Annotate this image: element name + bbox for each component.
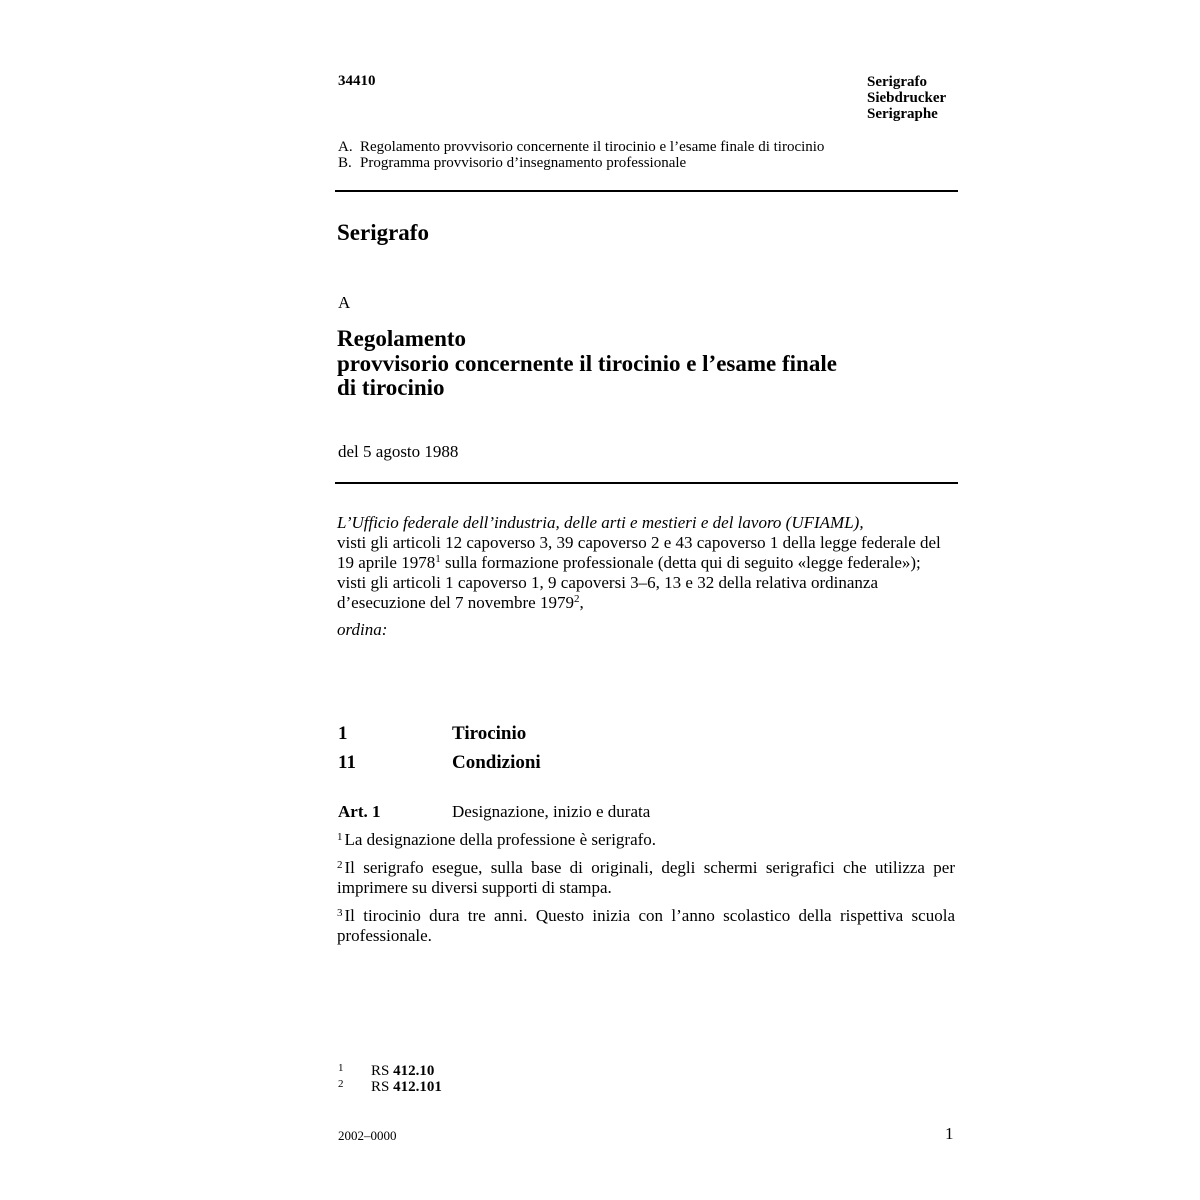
contents-item: [338, 155, 824, 171]
article-paragraph: $^3$ Il tirocinio dura tre anni. Questo inizia con l’anno scolastico della rispettiva scuola professionale.: [337, 906, 955, 945]
section-title: Tirocinio: [452, 723, 527, 744]
article-label: Art. 1: [338, 802, 381, 821]
contents-item: [338, 139, 824, 155]
footnotes: [338, 1063, 442, 1095]
document-number: 34410: [338, 73, 376, 89]
regulation-title: [337, 327, 837, 401]
paragraph-number: 2: [337, 859, 343, 871]
page-number: 1: [945, 1124, 954, 1143]
profession-name-french: Serigraphe: [867, 106, 938, 122]
issuing-authority: L’Ufficio federale dell’industria, delle arti e mestieri e del lavoro (UFIAML),: [337, 513, 864, 532]
page-title: Serigrafo: [337, 220, 429, 245]
section-number: 1: [338, 723, 348, 744]
contents-item-text: Regolamento provvisorio concernente il tirocinio e l’esame finale di tirocinio: [360, 139, 825, 155]
regulation-title-line: Regolamento: [337, 326, 467, 351]
regulation-title-line: di tirocinio: [337, 375, 445, 400]
article-paragraph: $^1$ La designazione della professione è serigrafo.: [337, 830, 657, 849]
article-paragraph: $^2$ Il serigrafo esegue, sulla base di originali, degli schermi serigrafici che utilizza per imprimere su diversi supporti di stampa.: [337, 858, 955, 897]
subsection-title: Condizioni: [452, 752, 541, 773]
regulation-date: del 5 agosto 1988: [338, 442, 459, 461]
regulation-title-line: provvisorio concernente il tirocinio e l’esame finale: [337, 350, 837, 376]
footnote-reference-code: 412.10: [393, 1063, 435, 1079]
paragraph-number: 3: [337, 907, 343, 919]
preamble: [337, 513, 957, 640]
legal-basis-law: visti gli articoli 12 capoverso 3, 39 capoverso 2 e 43 capoverso 1 della legge federale del 19 aprile 1978$^1$ sulla formazione professionale (detta qui di seguito «legge federale»);: [337, 533, 941, 572]
footnote: 1 RS 412.10: [338, 1062, 435, 1079]
profession-names: [867, 74, 946, 122]
enacting-formula: ordina:: [337, 620, 388, 639]
paragraph-number: 1: [337, 831, 343, 843]
subsection-number: 11: [338, 752, 356, 773]
profession-name-german: Siebdrucker: [867, 90, 947, 106]
horizontal-rule: [335, 190, 958, 192]
article-title: Designazione, inizio e durata: [452, 802, 651, 821]
article-paragraphs: [337, 830, 955, 954]
contents-item-letter: B.: [338, 155, 352, 171]
footnote: 2 RS 412.101: [338, 1078, 442, 1095]
contents-item-text: Programma provvisorio d’insegnamento professionale: [360, 155, 687, 171]
profession-name-italian: Serigrafo: [867, 74, 927, 90]
footnote-reference: 1: [435, 553, 441, 565]
footer-code: 2002–0000: [338, 1128, 397, 1143]
footnote-reference-code: 412.101: [393, 1079, 442, 1095]
footnote-reference: 2: [573, 593, 580, 605]
part-letter: A: [338, 293, 351, 312]
contents-list: [338, 139, 824, 171]
legal-basis-ordinance: visti gli articoli 1 capoverso 1, 9 capoversi 3–6, 13 e 32 della relativa ordinanza d’esecuzione del 7 novembre 1979$^2$,: [337, 573, 878, 612]
horizontal-rule: [335, 482, 958, 484]
contents-item-letter: A.: [338, 139, 353, 155]
